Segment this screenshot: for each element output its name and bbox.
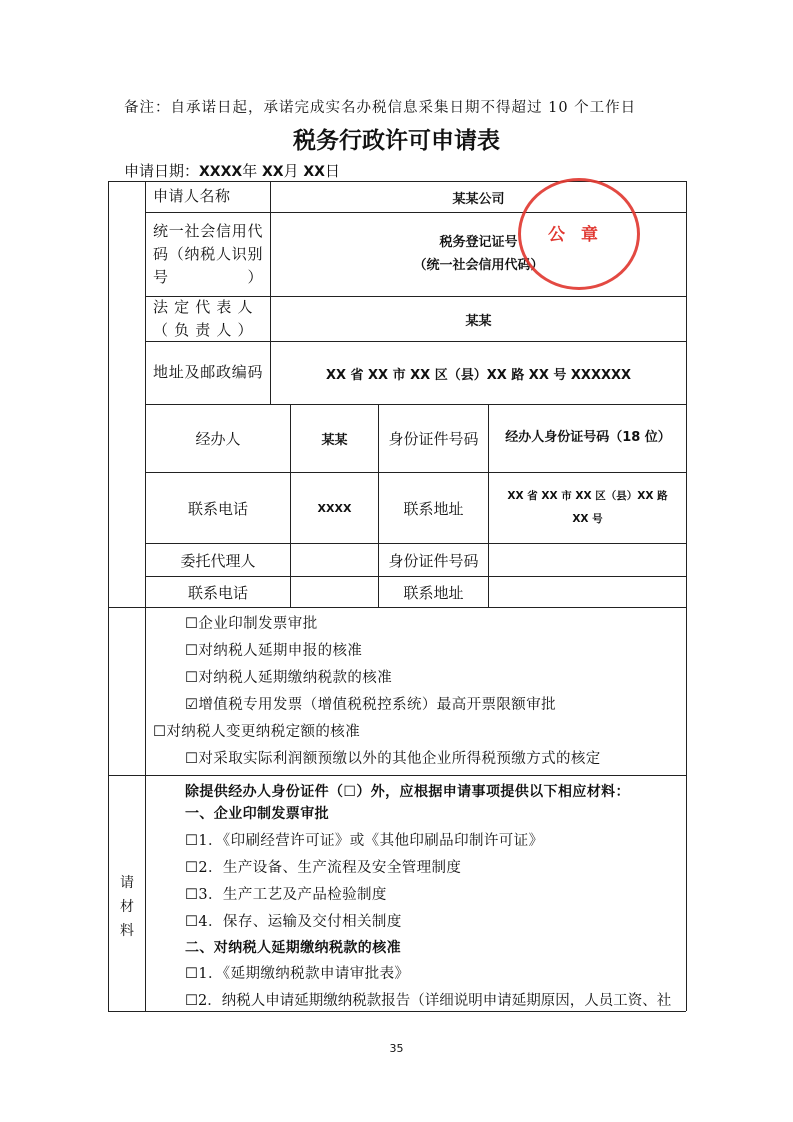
- legal-rep-value: 某某: [465, 313, 492, 329]
- materials-intro: 除提供经办人身份证件（☐）外，应根据申请事项提供以下相应材料：: [185, 784, 630, 800]
- material-item[interactable]: ☐1．《延期缴纳税款申请审批表》: [185, 966, 410, 982]
- handler-phone-label: 联系电话: [187, 499, 248, 518]
- material-item[interactable]: ☐2．纳税人申请延期缴纳税款报告（详细说明申请延期原因，人员工资、社: [185, 993, 672, 1009]
- item-prepayment-method[interactable]: ☐对采取实际利润额预缴以外的其他企业所得税预缴方式的核定: [185, 751, 601, 767]
- credit-code-value: 税务登记证号 （统一社会信用代码）: [413, 235, 544, 273]
- materials-side-label: 请 材 料: [120, 875, 134, 939]
- item-deferred-payment[interactable]: ☐对纳税人延期缴纳税款的核准: [185, 670, 393, 686]
- credit-code-label: 统一社会信用代码（纳税人识别号）: [153, 221, 263, 287]
- item-vat-invoice-limit[interactable]: ☑增值税专用发票（增值税税控系统）最高开票限额审批: [185, 697, 556, 713]
- material-item[interactable]: ☐4．保存、运输及交付相关制度: [185, 914, 402, 930]
- handler-id-value: 经办人身份证号码（18 位）: [505, 430, 671, 446]
- item-quota-change[interactable]: ☐对纳税人变更纳税定额的核准: [153, 724, 361, 740]
- handler-label: 经办人: [195, 430, 241, 448]
- agent-label: 委托代理人: [180, 551, 256, 570]
- address-label: 地址及邮政编码: [153, 363, 263, 382]
- agent-id-label: 身份证件号码: [388, 551, 479, 570]
- handler-id-label: 身份证件号码: [388, 430, 479, 448]
- handler-phone-value: XXXX: [317, 501, 352, 515]
- materials-section-2: 二、对纳税人延期缴纳税款的核准: [185, 940, 401, 956]
- page-number: 35: [389, 1042, 404, 1055]
- item-deferred-filing[interactable]: ☐对纳税人延期申报的核准: [185, 643, 363, 659]
- applicant-name-label: 申请人名称: [153, 187, 231, 206]
- form-title: 税务行政许可申请表: [293, 128, 500, 154]
- material-item[interactable]: ☐1．《印刷经营许可证》或《其他印刷品印制许可证》: [185, 833, 544, 849]
- handler-address-value: XX 省 XX 市 XX 区（县）XX 路 XX 号: [507, 489, 668, 525]
- agent-address-label: 联系地址: [403, 583, 464, 602]
- handler-value: 某某: [321, 433, 348, 448]
- application-date: 申请日期：XXXX年 XX月 XX日: [124, 162, 340, 180]
- address-value: XX 省 XX 市 XX 区（县）XX 路 XX 号 XXXXXX: [325, 367, 632, 383]
- materials-section-1: 一、企业印制发票审批: [185, 806, 329, 822]
- note-text: 备注：自承诺日起，承诺完成实名办税信息采集日期不得超过 10 个工作日: [124, 100, 637, 116]
- agent-phone-label: 联系电话: [187, 583, 248, 602]
- material-item[interactable]: ☐2．生产设备、生产流程及安全管理制度: [185, 860, 462, 876]
- handler-address-label: 联系地址: [403, 499, 464, 518]
- item-invoice-printing[interactable]: ☐企业印制发票审批: [185, 616, 318, 632]
- applicant-name-value: 某某公司: [452, 191, 505, 207]
- legal-rep-label: 法定代表人（负责人）: [153, 297, 253, 339]
- seal-text: 公章: [548, 225, 614, 245]
- material-item[interactable]: ☐3．生产工艺及产品检验制度: [185, 887, 387, 903]
